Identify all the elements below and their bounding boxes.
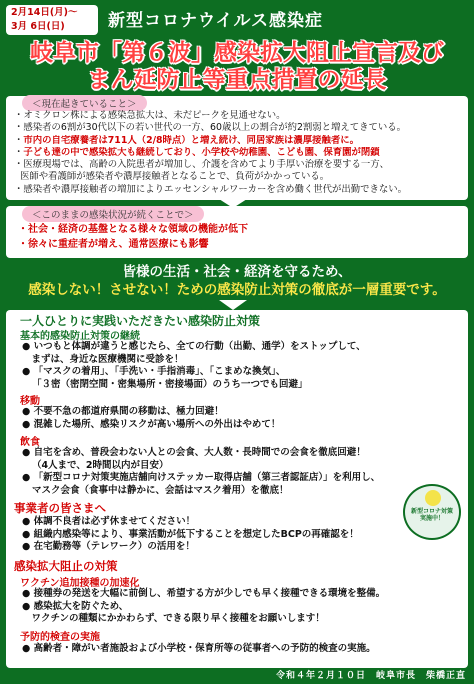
slogan-line2: 感染しない！させない！ための感染防止対策の徹底が一層重要です。 — [28, 282, 446, 298]
list-item: ● 在宅勤務等（テレワーク）の活用を！ — [22, 541, 195, 552]
measures-box — [6, 310, 468, 668]
list-item: ・ 社会・経済の基盤となる様々な領域の機能が低下 — [18, 222, 248, 237]
list-item: ・感染者の6割が30代以下の若い世代の一方、60歳以上の割合が約2割弱と増えてきている。 — [14, 122, 407, 134]
list-item: （4人まで、2時間以内が目安） — [31, 459, 169, 471]
poster-title-line2: まん延防止等重点措置の延長 — [87, 67, 387, 93]
poster-title-line1: 岐阜市「第６波」感染拡大阻止宣言及び — [30, 40, 444, 66]
date-range-badge — [6, 5, 98, 35]
list-item: ・感染者や濃厚接触者の増加によりエッセンシャルワーカーを含め働く世代が出勤できない。 — [14, 183, 407, 195]
current-situation-box — [6, 96, 468, 200]
prevention-title: 感染拡大阻止の対策 — [14, 559, 118, 573]
vaccine-title: ワクチン追加接種の加速化 — [20, 578, 140, 589]
list-item: ● 組織内感染等により、事業活動が低下することを想定したBCPの再確認を！ — [22, 528, 359, 540]
list-item: ・オミクロン株による感染急拡大は、未だピークを見通せない。 — [14, 110, 286, 121]
header — [0, 0, 474, 92]
list-item: マスク会食（食事中は静かに、会話はマスク着用）を徹底！ — [31, 484, 289, 496]
list-item: ・ 徐々に重症者が増え、通常医療にも影響 — [18, 237, 248, 252]
basic-measures-list — [22, 341, 366, 391]
testing-list — [22, 643, 376, 656]
list-item: ● 自宅を含め、普段会わない人との会食、大人数・長時間での会食を徹底回避！ — [22, 447, 366, 458]
list-item: ・医療現場では、高齢の入院患者が増加し、介護を含めてより手厚い治療を要する一方、 — [14, 159, 390, 171]
list-item: ● いつもと体調が違うと感じたら、全ての行動（出勤、通学）をストップして、 — [22, 341, 366, 352]
testing-title: 予防的検査の実施 — [20, 632, 100, 643]
list-item: ・市内の自宅療養者は711人（2/8時点）と増え続け、同居家族は濃厚接触者に。 — [14, 134, 360, 146]
mascot-icon — [425, 490, 441, 506]
business-list — [22, 516, 359, 554]
current-situation-list — [14, 110, 466, 196]
list-item: 「３密（密閉空間・密集場所・密接場面）のうち一つでも回避」 — [31, 378, 308, 390]
poster-subtitle: 新型コロナウイルス感染症 — [108, 11, 323, 31]
slogan — [0, 263, 474, 299]
move-title: 移動 — [20, 396, 40, 407]
list-item: ● 「新型コロナ対策実施店舗向けステッカー取得店舗（第三者認証店）」を利用し、 — [22, 472, 381, 483]
list-item: ワクチンの種類にかかわらず、できる限り早く接種をお願いします！ — [22, 613, 325, 624]
sticker-line1: 新型コロナ対策 — [410, 508, 453, 515]
future-impact-tag: ＜このままの感染状況が続くことで＞ — [22, 206, 204, 222]
list-item: ● 体調不良者は必ず休ませてください！ — [22, 516, 196, 527]
list-item: ・子ども達の中で感染拡大も継続しており、小学校や幼稚園、こども園、保育園が閉鎖 — [14, 146, 380, 158]
list-item: ● 不要不急の都道府県間の移動は、極力回避！ — [22, 406, 224, 417]
basic-measures-title: 基本的感染防止対策の継続 — [20, 331, 140, 342]
footer-signature: 令和４年２月１０日 岐阜市長 柴橋正直 — [275, 671, 466, 681]
list-item: ● 混雑した場所、感染リスクが高い場所への外出はやめて！ — [22, 418, 281, 430]
date-end: 3月 6日(日) — [11, 21, 65, 32]
move-list — [22, 406, 280, 431]
measures-heading: 一人ひとりに実践いただきたい感染防止対策 — [20, 314, 261, 328]
list-item: 医師や看護師が感染者や濃厚接触者となることで、負荷がかかっている。 — [19, 171, 330, 183]
current-situation-tag: ＜現在起きていること＞ — [22, 95, 147, 111]
future-impact-box — [6, 206, 468, 258]
future-impact-list — [18, 222, 248, 252]
business-title: 事業者の皆さまへ — [14, 501, 106, 515]
list-item: ● 接種券の発送を大幅に前倒し、希望する方が少しでも早く接種できる環境を整備。 — [22, 588, 386, 599]
slogan-line1: 皆様の生活・社会・経済を守るため、 — [122, 264, 352, 280]
list-item: ● 「マスクの着用」、「手洗い・手指消毒」、「こまめな換気」、 — [22, 366, 286, 377]
food-title: 飲食 — [20, 437, 40, 448]
list-item: まずは、身近な医療機関に受診を！ — [22, 353, 184, 365]
food-list — [22, 447, 380, 497]
certified-store-sticker — [403, 484, 461, 540]
vaccine-list — [22, 588, 385, 626]
list-item: ● 感染拡大を防ぐため、 — [22, 600, 129, 612]
list-item: ● 高齢者・障がい者施設および小学校・保育所等の従事者への予防的検査の実施。 — [22, 643, 376, 654]
sticker-line2: 実施中！ — [419, 515, 444, 522]
date-start: 2月14日(月)～ — [11, 7, 78, 18]
down-arrow-icon — [219, 300, 247, 310]
